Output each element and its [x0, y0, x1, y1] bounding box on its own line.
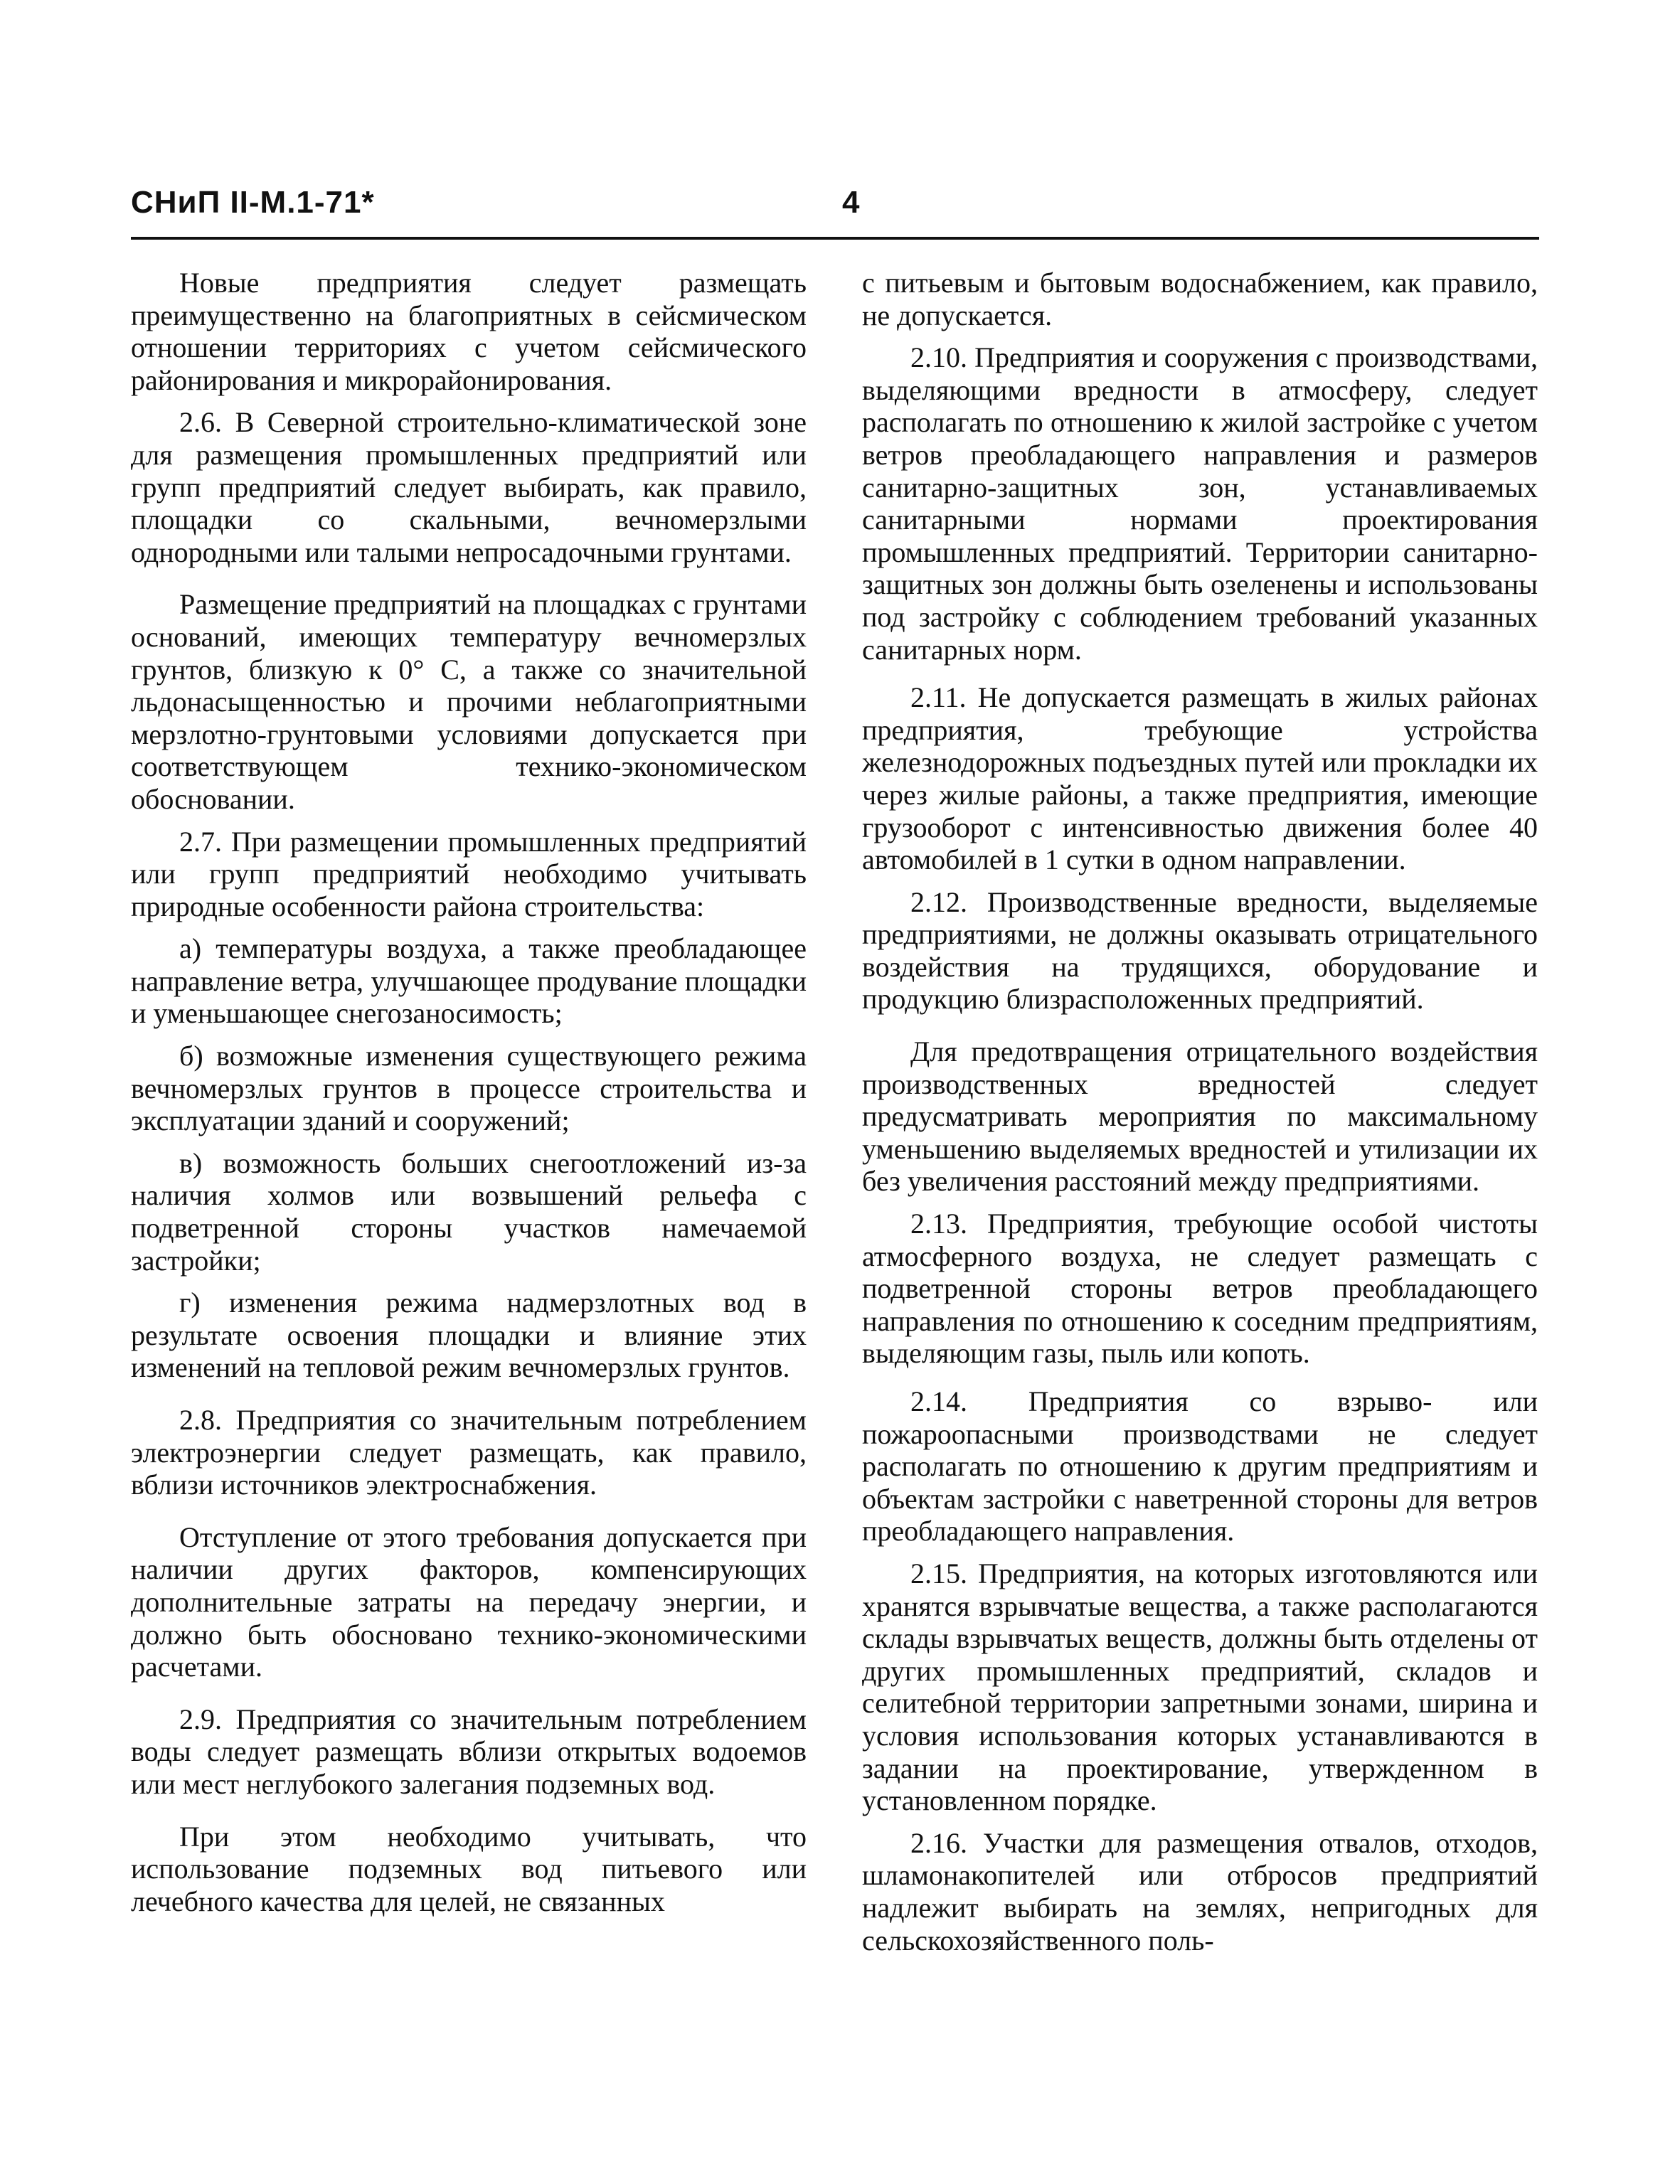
- list-item-v: в) возможность больших снегоотложений из-за наличия холмов или возвышений рельефа с подветренной стороны участков намечаемой застройки;: [131, 1146, 807, 1277]
- left-text-column: [131, 267, 807, 1917]
- paragraph: Новые предприятия следует размещать преимущественно на благоприятных в сейсмическом отношении территориях с учетом сейсмического районирования и микрорайонирования.: [131, 267, 807, 396]
- paragraph-continuation: с питьевым и бытовым водоснабжением, как правило, не допускается.: [862, 267, 1538, 331]
- paragraph-2-8: 2.8. Предприятия со значительным потреблением электроэнергии следует размещать, как правило, вблизи источников электроснабжения.: [131, 1404, 807, 1501]
- paragraph: Размещение предприятий на площадках с грунтами оснований, имеющих температуру вечномерзлых грунтов, близкую к 0° С, а также со значительной льдонасыщенностью и прочими неблагоприятными мерзлотно-грунтовыми условиями допускается при соответствующем технико-экономическом обосновании.: [131, 588, 807, 815]
- paragraph-2-7: 2.7. При размещении промышленных предприятий или групп предприятий необходимо учитывать природные особенности района строительства:: [131, 825, 807, 922]
- document-code: СНиП II-М.1-71*: [131, 185, 375, 220]
- paragraph-2-13: 2.13. Предприятия, требующие особой чистоты атмосферного воздуха, не следует размещать с подветренной стороны ветров преобладающего направления по отношению к соседним предприятиям, выделяющим газы, пыль или копоть.: [862, 1208, 1538, 1370]
- page-number: 4: [842, 185, 860, 220]
- paragraph-2-14: 2.14. Предприятия со взрыво- или пожароопасными производствами не следует располагать по отношению к другим предприятиям и объектам застройки с наветренной стороны для ветров преобладающего направления.: [862, 1385, 1538, 1548]
- page-header: [131, 185, 1539, 242]
- list-item-a: а) температуры воздуха, а также преобладающее направление ветра, улучшающее продувание площадки и уменьшающее снегозаносимость;: [131, 932, 807, 1030]
- paragraph: Для предотвращения отрицательного воздействия производственных вредностей следует предусматривать мероприятия по максимальному уменьшению выделяемых вредностей и утилизации их без увеличения расстояний между предприятиями.: [862, 1035, 1538, 1198]
- paragraph-2-15: 2.15. Предприятия, на которых изготовляются или хранятся взрывчатые вещества, а также располагаются склады взрывчатых веществ, должны быть отделены от других промышленных предприятий, складов и селитебной территории запретными зонами, ширина и условия использования которых устанавливаются в задании на проектирование, утвержденном в установленном порядке.: [862, 1557, 1538, 1817]
- paragraph-2-6: 2.6. В Северной строительно-климатической зоне для размещения промышленных предприятий или групп предприятий следует выбирать, как правило, площадки со скальными, вечномерзлыми однородными или талыми непросадочными грунтами.: [131, 406, 807, 568]
- list-item-b: б) возможные изменения существующего режима вечномерзлых грунтов в процессе строительства и эксплуатации зданий и сооружений;: [131, 1040, 807, 1137]
- paragraph-2-11: 2.11. Не допускается размещать в жилых районах предприятия, требующие устройства железнодорожных подъездных путей или прокладки их через жилые районы, а также предприятия, имеющие грузооборот с интенсивностью движения более 40 автомобилей в 1 сутки в одном направлении.: [862, 681, 1538, 876]
- paragraph: При этом необходимо учитывать, что использование подземных вод питьевого или лечебного качества для целей, не связанных: [131, 1820, 807, 1917]
- paragraph: Отступление от этого требования допускается при наличии других факторов, компенсирующих дополнительные затраты на передачу энергии, и должно быть обосновано технико-экономическими расчетами.: [131, 1520, 807, 1683]
- paragraph-2-12: 2.12. Производственные вредности, выделяемые предприятиями, не должны оказывать отрицательного воздействия на трудящихся, оборудование и продукцию близрасположенных предприятий.: [862, 885, 1538, 1016]
- header-divider: [131, 237, 1539, 240]
- paragraph-2-10: 2.10. Предприятия и сооружения с производствами, выделяющими вредности в атмосферу, следует располагать по отношению к жилой застройке с учетом ветров преобладающего направления и размеров санитарно-защитных зон, устанавливаемых санитарными нормами проектирования промышленных предприятий. Территории санитарно-защитных зон должны быть озеленены и использованы под застройку с соблюдением требований указанных санитарных норм.: [862, 341, 1538, 666]
- right-text-column: [862, 267, 1538, 1956]
- paragraph-2-9: 2.9. Предприятия со значительным потреблением воды следует размещать вблизи открытых водоемов или мест неглубокого залегания подземных вод.: [131, 1703, 807, 1800]
- paragraph-2-16: 2.16. Участки для размещения отвалов, отходов, шламонакопителей или отбросов предприятий надлежит выбирать на землях, непригодных для сельскохозяйственного поль-: [862, 1826, 1538, 1956]
- list-item-g: г) изменения режима надмерзлотных вод в результате освоения площадки и влияние этих изменений на тепловой режим вечномерзлых грунтов.: [131, 1287, 807, 1384]
